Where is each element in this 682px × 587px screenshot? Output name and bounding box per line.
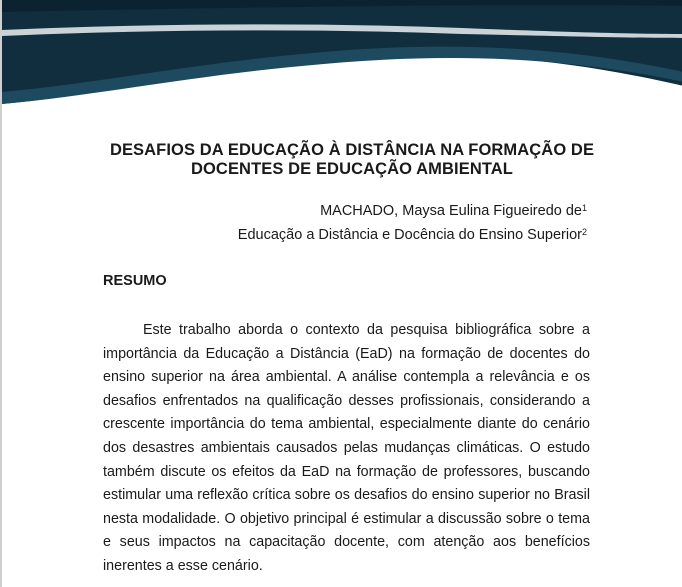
author-name: MACHADO, Maysa Eulina Figueiredo de	[320, 203, 582, 219]
paper-title	[62, 141, 642, 179]
affiliation-line	[238, 227, 587, 244]
author-line	[320, 203, 587, 220]
header-wave-banner	[2, 0, 682, 110]
author-footnote-marker: 1	[581, 203, 587, 213]
affiliation-text: Educação a Distância e Docência do Ensino Superior	[237, 227, 582, 243]
abstract-heading: RESUMO	[103, 273, 167, 289]
paper-title-line-1: DESAFIOS DA EDUCAÇÃO À DISTÂNCIA NA FORMAÇÃO DE	[109, 141, 595, 159]
abstract-paragraph: Este trabalho aborda o contexto da pesquisa bibliográfica sobre a importância da Educação a Distância (EaD) na formação de docentes do ensino superior na área ambiental. A análise contempla a relevância e os desafios enfrentados na qualificação desses profissionais, considerando a crescente importância do tema ambiental, especialmente diante do cenário dos desastres ambientais causados pelas mudanças climáticas. O estudo também discute os efeitos da EaD na formação de professores, buscando estimular uma reflexão crítica sobre os desafios do ensino superior no Brasil nesta modalidade. O objetivo principal é estimular a discussão sobre o tema e seus impactos na capacitação docente, com atenção aos benefícios inerentes a esse cenário.	[103, 322, 590, 574]
affiliation-footnote-marker: 2	[581, 227, 587, 237]
paper-title-line-2: DOCENTES DE EDUCAÇÃO AMBIENTAL	[190, 160, 513, 178]
